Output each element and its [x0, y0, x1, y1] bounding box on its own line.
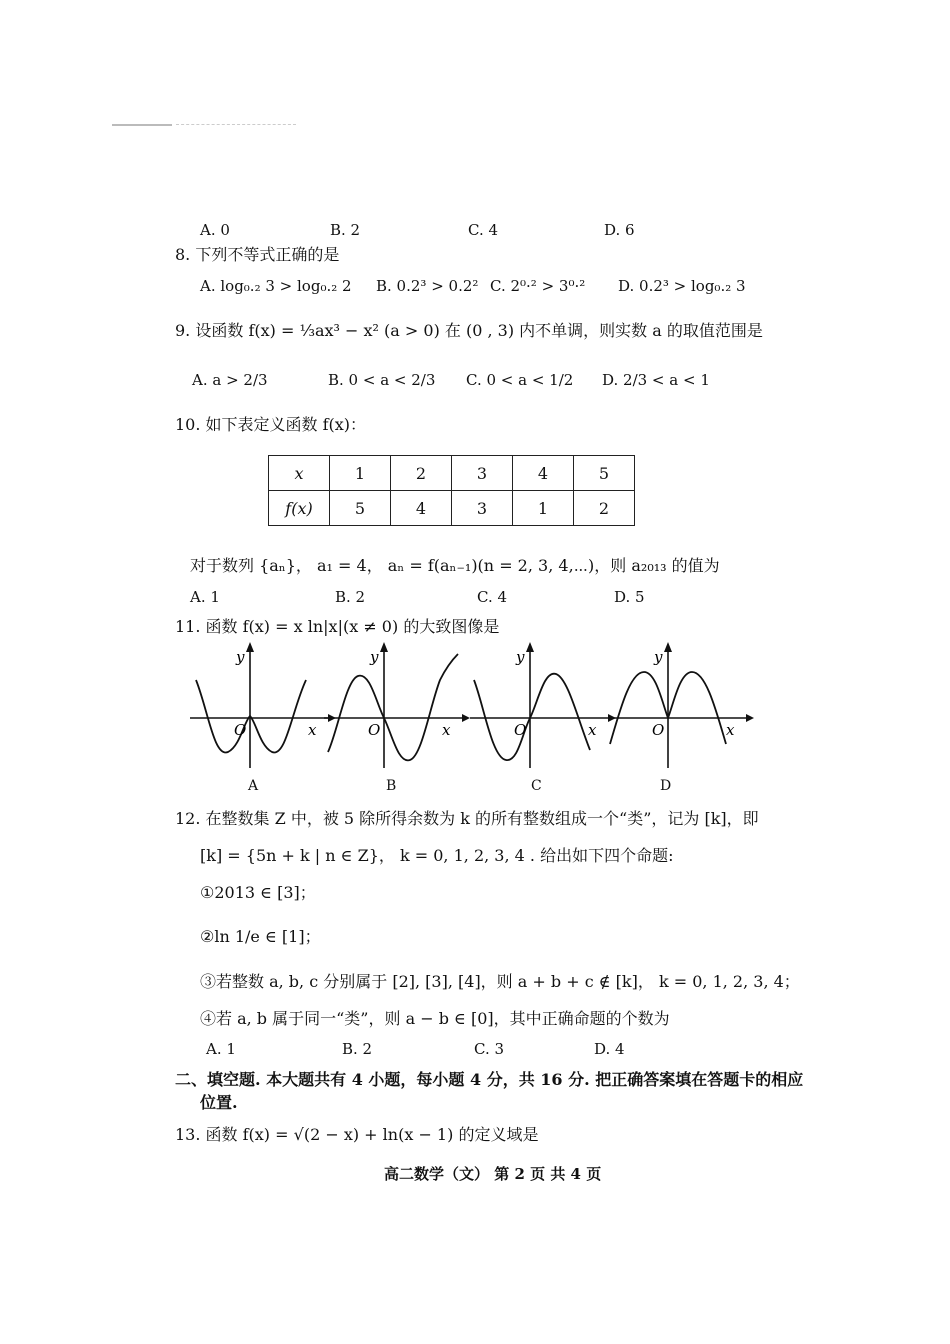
q13-stem: 13. 函数 f(x) = √(2 − x) + ln(x − 1) 的定义域是: [175, 1125, 539, 1144]
q9-option-a: A. a > 2/3: [192, 371, 268, 389]
q8-option-a: A. log₀.₂ 3 > log₀.₂ 2: [200, 277, 352, 295]
q7-option-d: D. 6: [604, 221, 635, 239]
q12-option-c: C. 3: [474, 1040, 505, 1058]
x-axis-label: x: [588, 721, 597, 739]
q9-stem: 9. 设函数 f(x) = ⅓ax³ − x² (a > 0) 在 (0 , 3) 内不单调，则实数 a 的取值范围是: [175, 321, 763, 340]
q9-option-d: D. 2/3 < a < 1: [602, 371, 710, 389]
q12-proposition-1: ①2013 ∈ [3]；: [200, 883, 316, 902]
q10-option-c: C. 4: [477, 588, 508, 606]
q8-option-c: C. 2⁰·² > 3⁰·²: [490, 277, 586, 295]
q12-proposition-2: ②ln 1/e ∈ [1]；: [200, 927, 321, 946]
y-axis-label: y: [516, 648, 525, 666]
table-cell: 1: [513, 491, 574, 526]
q8-stem: 8. 下列不等式正确的是: [175, 245, 340, 264]
graph-label-a: A: [248, 778, 259, 794]
q7-option-a: A. 0: [200, 221, 230, 239]
graph-label-d: D: [660, 778, 672, 794]
page-footer: 高二数学（文） 第 2 页 共 4 页: [384, 1165, 602, 1183]
origin-label: O: [652, 721, 665, 739]
q9-option-c: C. 0 < a < 1/2: [466, 371, 574, 389]
table-row-x: [269, 456, 635, 491]
table-row-fx: [269, 491, 635, 526]
y-axis-label: y: [370, 648, 379, 666]
graph-b: [322, 640, 482, 770]
table-cell: 1: [330, 456, 391, 491]
q10-option-d: D. 5: [614, 588, 645, 606]
q7-option-c: C. 4: [468, 221, 499, 239]
table-cell: x: [269, 456, 330, 491]
origin-label: O: [368, 721, 381, 739]
q10-sequence-text: 对于数列 {aₙ}， a₁ = 4， aₙ = f(aₙ₋₁)(n = 2, 3, 4,⋯)，则 a₂₀₁₃ 的值为: [190, 556, 720, 575]
q12-proposition-4: ④若 a, b 属于同一“类”，则 a − b ∈ [0]，其中正确命题的个数为: [200, 1009, 670, 1028]
q12-option-b: B. 2: [342, 1040, 373, 1058]
function-table: [268, 455, 635, 526]
q10-option-b: B. 2: [335, 588, 366, 606]
q12-line1: 12. 在整数集 Z 中，被 5 除所得余数为 k 的所有整数组成一个“类”，记为 [k]，即: [175, 809, 759, 828]
table-cell: 2: [574, 491, 635, 526]
scan-artifact-dash: [176, 124, 296, 126]
origin-label: O: [234, 721, 247, 739]
table-cell: 5: [330, 491, 391, 526]
q12-proposition-3: ③若整数 a, b, c 分别属于 [2], [3], [4]，则 a + b + c ∉ [k]， k = 0, 1, 2, 3, 4；: [200, 972, 800, 991]
y-axis-label: y: [654, 648, 663, 666]
table-cell: 4: [391, 491, 452, 526]
graph-label-c: C: [531, 778, 542, 794]
origin-label: O: [514, 721, 527, 739]
table-cell: f(x): [269, 491, 330, 526]
x-axis-label: x: [308, 721, 317, 739]
table-cell: 3: [452, 491, 513, 526]
table-cell: 5: [574, 456, 635, 491]
table-cell: 2: [391, 456, 452, 491]
q9-option-b: B. 0 < a < 2/3: [328, 371, 436, 389]
q11-stem: 11. 函数 f(x) = x ln|x|(x ≠ 0) 的大致图像是: [175, 617, 500, 636]
table-cell: 3: [452, 456, 513, 491]
q8-option-b: B. 0.2³ > 0.2²: [376, 277, 479, 295]
scan-artifact: [112, 124, 172, 126]
graph-d: [606, 640, 766, 770]
q8-option-d: D. 0.2³ > log₀.₂ 3: [618, 277, 746, 295]
table-cell: 4: [513, 456, 574, 491]
graph-c: [468, 640, 628, 770]
q10-stem: 10. 如下表定义函数 f(x)：: [175, 415, 367, 434]
q7-option-b: B. 2: [330, 221, 361, 239]
q10-option-a: A. 1: [190, 588, 220, 606]
q12-option-d: D. 4: [594, 1040, 625, 1058]
section-2-heading-cont: 位置.: [200, 1093, 238, 1112]
q12-line2: [k] = {5n + k | n ∈ Z}， k = 0, 1, 2, 3, 4 . 给出如下四个命题:: [200, 846, 674, 865]
q12-option-a: A. 1: [206, 1040, 236, 1058]
x-axis-label: x: [442, 721, 451, 739]
graph-label-b: B: [386, 778, 397, 794]
y-axis-label: y: [236, 648, 245, 666]
x-axis-label: x: [726, 721, 735, 739]
section-2-heading: 二、填空题. 本大题共有 4 小题，每小题 4 分，共 16 分. 把正确答案填在答题卡的相应: [175, 1070, 804, 1089]
